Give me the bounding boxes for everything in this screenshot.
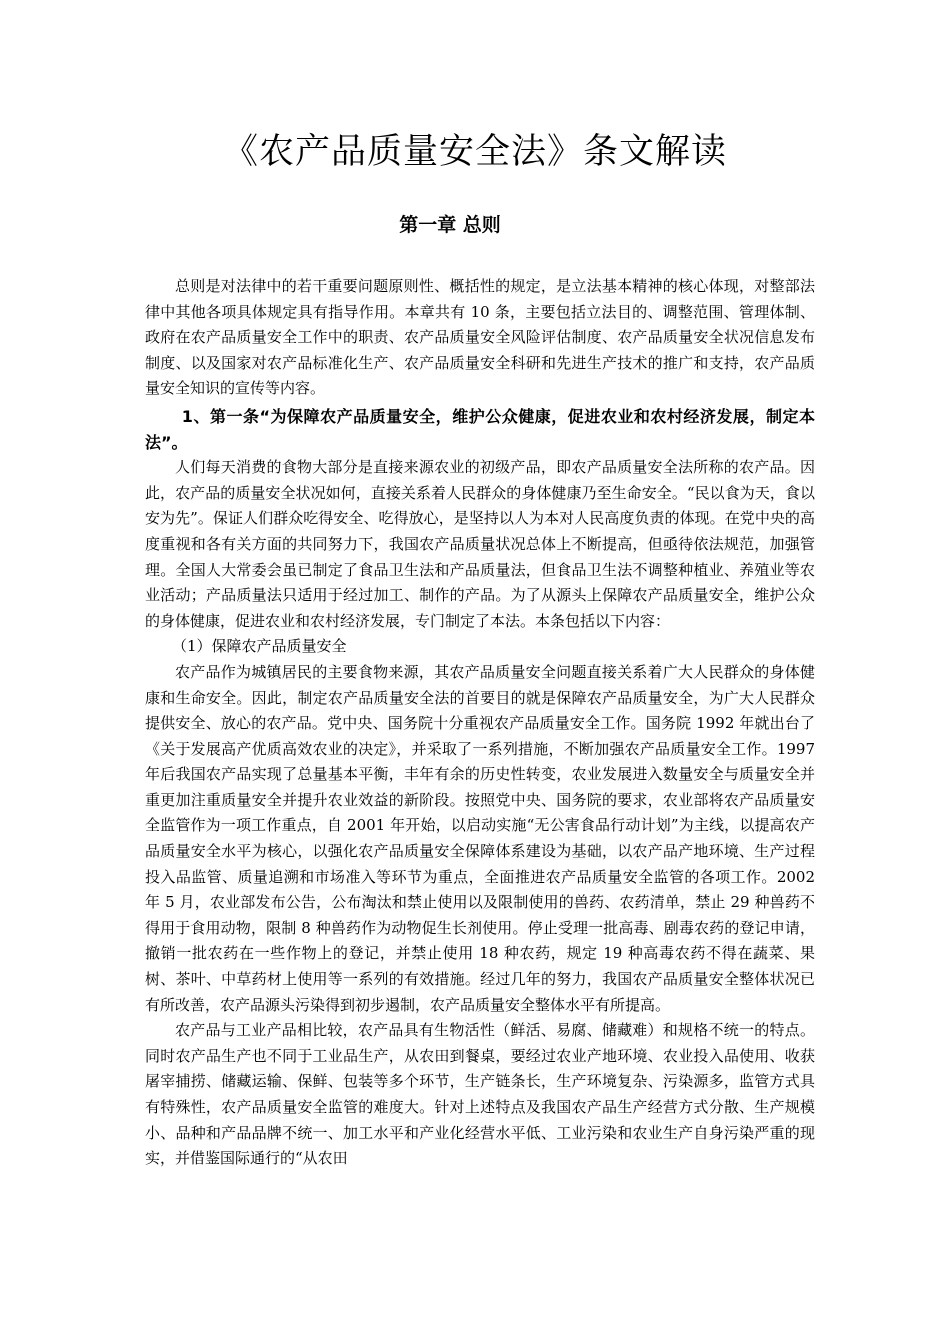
article-heading: 1、第一条“为保障农产品质量安全，维护公众健康，促进农业和农村经济发展，制定本法”。 xyxy=(145,406,815,452)
intro-paragraph: 总则是对法律中的若干重要问题原则性、概括性的规定，是立法基本精神的核心体现，对整部法律中其他各项具体规定具有指导作用。本章共有 10 条，主要包括立法目的、调整范围、管理体制、政府在农产品质量安全工作中的职责、农产品质量安全风险评估制度、农产品质量安全状况信息发布制度、以及国家对农产品标准化生产、农产品质量安全科研和先进生产技术的推广和支持，农产品质量安全知识的宣传等内容。 xyxy=(145,277,815,398)
body-paragraph: 农产品作为城镇居民的主要食物来源，其农产品质量安全问题直接关系着广大人民群众的身体健康和生命安全。因此，制定农产品质量安全法的首要目的就是保障农产品质量安全，为广大人民群众提供安全、放心的农产品。党中央、国务院十分重视农产品质量安全工作。国务院 1992 年就出台了《关于发展高产优质高效农业的决定》，并采取了一系列措施，不断加强农产品质量安全工作。1997 年后我国农产品实现了总量基本平衡，丰年有余的历史性转变，农业发展进入数量安全与质量安全并重更加注重质量安全并提升农业效益的新阶段。按照党中央、国务院的要求，农业部将农产品质量安全监管作为一项工作重点，自 2001 年开始，以启动实施“无公害食品行动计划”为主线，以提高农产品质量安全水平为核心，以强化农产品质量安全保障体系建设为基础，以农产品产地环境、生产过程投入品监管、质量追溯和市场准入等环节为重点，全面推进农产品质量安全监管的各项工作。2002 年 5 月，农业部发布公告，公布淘汰和禁止使用以及限制使用的兽药、农药清单，禁止 29 种兽药不得用于食用动物，限制 8 种兽药作为动物促生长剂使用。停止受理一批高毒、剧毒农药的登记申请，撤销一批农药在一些作物上的登记，并禁止使用 18 种农药，规定 19 种高毒农药不得在蔬菜、果树、茶叶、中草药材上使用等一系列的有效措施。经过几年的努力，我国农产品质量安全整体状况已有所改善，农产品源头污染得到初步遏制，农产品质量安全整体水平有所提高。 xyxy=(145,662,815,1014)
body-paragraph: 人们每天消费的食物大部分是直接来源农业的初级产品，即农产品质量安全法所称的农产品。因此，农产品的质量安全状况如何，直接关系着人民群众的身体健康乃至生命安全。“民以食为天，食以安为先”。保证人们群众吃得安全、吃得放心，是坚持以人为本对人民高度负责的体现。在党中央的高度重视和各有关方面的共同努力下，我国农产品质量状况总体上不断提高，但亟待依法规范，加强管理。全国人大常委会虽已制定了食品卫生法和产品质量法，但食品卫生法不调整种植业、养殖业等农业活动；产品质量法只适用于经过加工、制作的产品。为了从源头上保障农产品质量安全，维护公众的身体健康，促进农业和农村经济发展，专门制定了本法。本条包括以下内容： xyxy=(145,458,815,630)
chapter-heading: 第一章 总则 xyxy=(399,214,501,236)
document-body xyxy=(145,274,815,1172)
sub-heading: （1）保障农产品质量安全 xyxy=(172,637,347,656)
document-title: 《农产品质量安全法》条文解读 xyxy=(222,132,727,172)
body-paragraph: 农产品与工业产品相比较，农产品具有生物活性（鲜活、易腐、储藏难）和规格不统一的特点。同时农产品生产也不同于工业品生产，从农田到餐桌，要经过农业产地环境、农业投入品使用、收获屠宰捕捞、储藏运输、保鲜、包装等多个环节，生产链条长，生产环境复杂、污染源多，监管方式具有特殊性，农产品质量安全监管的难度大。针对上述特点及我国农产品生产经营方式分散、生产规模小、品种和产品品牌不统一、加工水平和产业化经营水平低、工业污染和农业生产自身污染严重的现实，并借鉴国际通行的“从农田 xyxy=(145,1021,815,1168)
